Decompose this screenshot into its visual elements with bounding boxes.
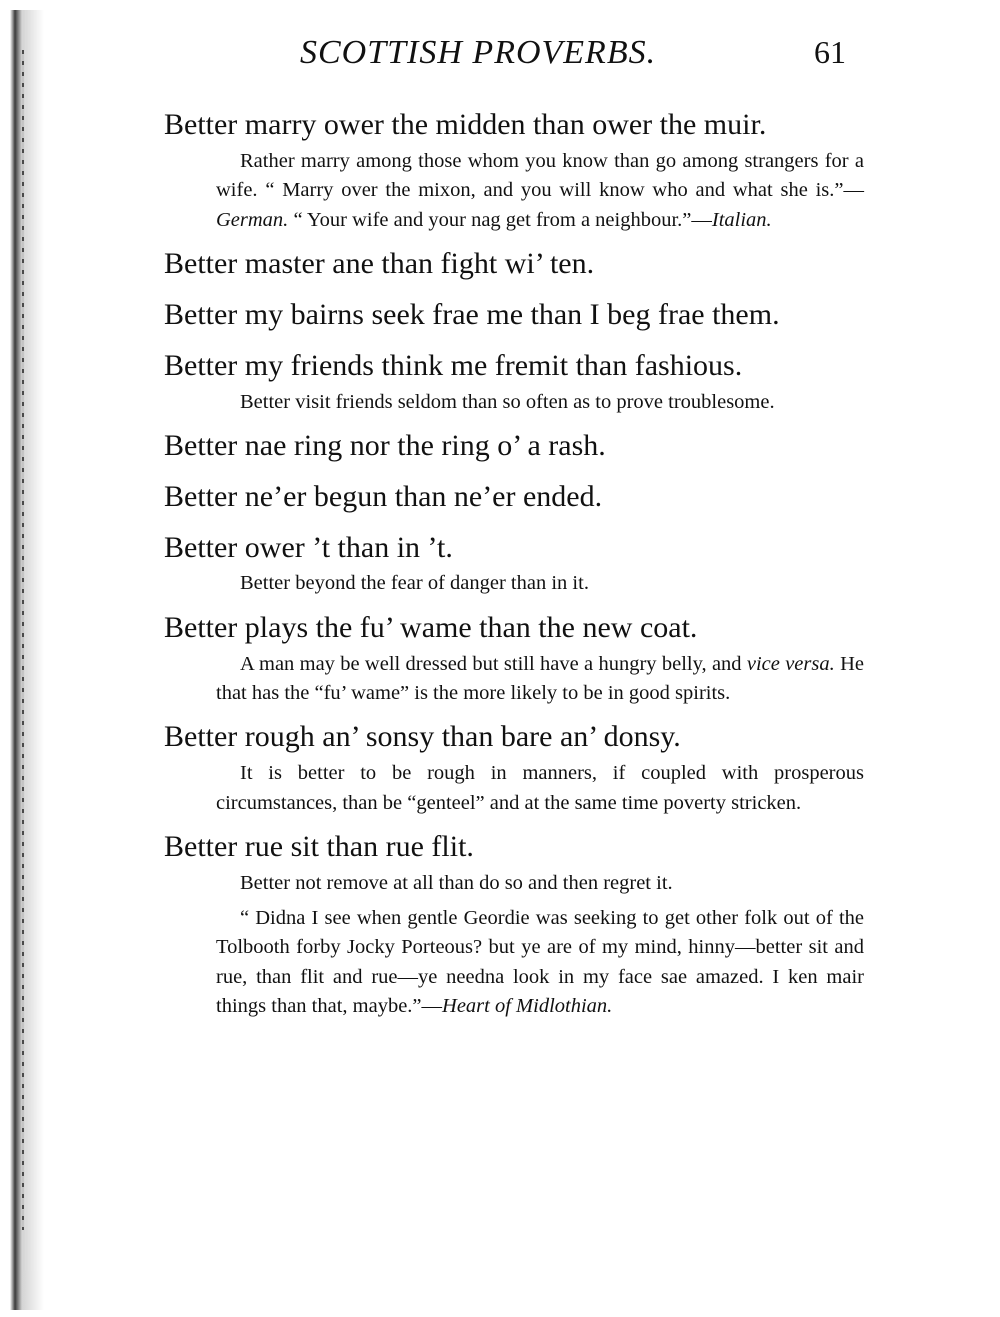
proverb-entry [164, 476, 864, 519]
proverb-entry [164, 607, 864, 709]
proverb-text: Better master ane than fight wi’ ten. [164, 246, 595, 280]
proverb-note [216, 904, 864, 1021]
proverbs-list [164, 104, 864, 1029]
proverb-entry [164, 826, 864, 1021]
note-text: It is better to be rough in manners, if coupled with prosperous circumstances, than be “genteel” and at the same time poverty stricken. [216, 762, 864, 814]
proverb-text: Better rue sit than rue flit. [164, 829, 474, 863]
proverb-text: Better nae ring nor the ring o’ a rash. [164, 428, 606, 462]
note-text: Better not remove at all than do so and then regret it. [240, 871, 673, 894]
note-citation: Heart of Midlothian. [442, 994, 613, 1017]
book-binding-edge [10, 10, 44, 1310]
proverb-note [216, 569, 864, 598]
running-header [300, 34, 860, 82]
running-title: SCOTTISH PROVERBS. [300, 34, 657, 71]
note-text: Rather marry among those whom you know than go among strangers for a wife. “ Marry over the mixon, and you will know who and what she is.”— [216, 149, 864, 202]
proverb-note [216, 650, 864, 709]
note-citation: Italian. [711, 208, 772, 231]
note-text: “ Didna I see when gentle Geordie was seeking to get other folk out of the Tolbooth forby Jocky Porteous? but ye are of my mind, hinny—better sit and rue, than flit and rue—ye needna look in my face sae amazed. I ken mair things than that, maybe.”— [216, 907, 864, 1017]
proverb-entry [164, 527, 864, 599]
proverb-entry [164, 294, 864, 337]
proverb-text: Better my friends think me fremit than fashious. [164, 348, 743, 382]
proverb-note [216, 388, 864, 417]
note-text: Better beyond the fear of danger than in it. [240, 572, 589, 595]
note-citation: German. [216, 208, 289, 231]
proverb-note [216, 147, 864, 235]
proverb-text: Better ower ’t than in ’t. [164, 530, 453, 564]
proverb-entry [164, 425, 864, 468]
proverb-text: Better rough an’ sonsy than bare an’ donsy. [164, 720, 681, 754]
proverb-entry [164, 345, 864, 417]
page-number: 61 [814, 34, 846, 70]
note-text: “ Your wife and your nag get from a neighbour.”— [288, 208, 712, 231]
proverb-text: Better plays the fu’ wame than the new coat. [164, 610, 698, 644]
note-text: A man may be well dressed but still have a hungry belly, and [240, 652, 747, 675]
note-text: He that has the “fu’ wame” is the more likely to be in good spirits. [216, 652, 864, 704]
proverb-note [216, 869, 864, 898]
proverb-entry [164, 243, 864, 286]
proverb-entry [164, 104, 864, 235]
proverb-text: Better ne’er begun than ne’er ended. [164, 479, 603, 513]
note-text: Better visit friends seldom than so often as to prove troublesome. [240, 390, 775, 413]
proverb-text: Better marry ower the midden than ower the muir. [164, 108, 767, 141]
proverb-note [216, 759, 864, 818]
proverb-entry [164, 716, 864, 818]
note-citation: vice versa. [746, 652, 835, 675]
proverb-text: Better my bairns seek frae me than I beg frae them. [164, 297, 780, 331]
